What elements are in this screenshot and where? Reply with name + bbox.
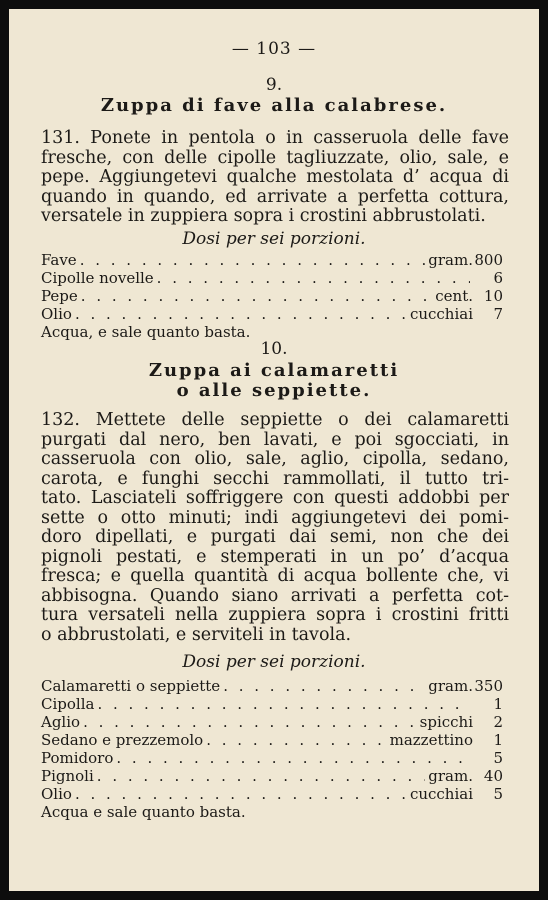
ingredient-row [41, 731, 503, 749]
paragraph-line: quando in quando, ed arrivate a perfetta cottura, [41, 186, 509, 207]
ingredient-quantity: 5 [493, 749, 503, 767]
paragraph-line: 132. Mettete delle seppiette o dei calamaretti [41, 410, 509, 430]
leader-dots [116, 749, 470, 767]
recipe-paragraph [41, 411, 509, 645]
paragraph-line: o abbrustolati, e serviteli in tavola. [41, 624, 352, 645]
closing-note: Acqua, e sale quanto basta. [41, 323, 251, 341]
paragraph-line: sette o otto minuti; indi aggiungetevi dei pomi- [41, 507, 509, 528]
ingredient-list [41, 251, 503, 341]
recipe-number: 9. [265, 75, 283, 95]
ingredient-row [41, 749, 503, 767]
ingredient-unit: cucchiai [409, 785, 473, 803]
ingredient-quantity: 10 [483, 287, 503, 305]
ingredient-quantity: 1 [493, 731, 503, 749]
ingredient-name: Pomidoro [41, 749, 114, 767]
ingredient-quantity: 800 [474, 251, 503, 269]
paragraph-line: pepe. Aggiungetevi qualche mestolata d’ acqua di [41, 167, 509, 187]
ingredient-name: Calamaretti o seppiette [41, 677, 221, 695]
ingredient-name: Cipolla [41, 695, 95, 713]
paragraph-line: doro dipellati, e purgati dai semi, non che dei [41, 527, 509, 547]
paragraph-line: tura versateli nella zuppiera sopra i crostini fritti [41, 605, 509, 625]
ingredient-unit: spicchi [419, 713, 473, 731]
recipe-paragraph [41, 129, 509, 227]
ingredient-unit: gram. [428, 251, 473, 269]
ingredient-row [41, 767, 503, 785]
paragraph-line: purgati dal nero, ben lavati, e poi sgocciati, in [41, 429, 509, 450]
ingredient-row [41, 269, 503, 287]
leader-dots [157, 269, 470, 287]
leader-dots [75, 305, 407, 323]
ingredient-row [41, 677, 503, 695]
paragraph-line: pignoli pestati, e stemperati in un po’ d’acqua [41, 546, 509, 567]
ingredient-quantity: 6 [493, 269, 503, 287]
ingredient-name: Olio [41, 785, 72, 803]
leader-dots [97, 767, 426, 785]
leader-dots [206, 731, 386, 749]
leader-dots [97, 695, 470, 713]
ingredient-unit: cucchiai [409, 305, 473, 323]
ingredient-row [41, 695, 503, 713]
page-number: — 103 — [231, 39, 317, 59]
recipe-number: 10. [260, 339, 288, 359]
ingredient-quantity: 40 [483, 767, 503, 785]
ingredient-row [41, 785, 503, 803]
recipe-title: Zuppa di fave alla calabrese. [100, 95, 448, 116]
recipe-title: Zuppa ai calamaretti [148, 360, 400, 381]
ingredient-closing [41, 803, 503, 821]
ingredient-quantity: 7 [493, 305, 503, 323]
closing-note: Acqua e sale quanto basta. [41, 803, 246, 821]
paragraph-line: carota, e funghi secchi rammollati, il tutto tri- [41, 468, 509, 489]
ingredient-unit: mazzettino [389, 731, 473, 749]
ingredient-unit: cent. [435, 287, 473, 305]
ingredient-quantity: 1 [493, 695, 503, 713]
ingredient-name: Fave [41, 251, 77, 269]
paragraph-line: 131. Ponete in pentola o in casseruola delle fave [41, 128, 509, 148]
leader-dots [81, 287, 432, 305]
ingredient-row [41, 713, 503, 731]
leader-dots [223, 677, 425, 695]
ingredient-quantity: 350 [474, 677, 503, 695]
ingredient-row [41, 305, 503, 323]
portions-heading: Dosi per sei porzioni. [182, 652, 366, 672]
ingredient-list [41, 677, 503, 821]
ingredient-name: Cipolle novelle [41, 269, 154, 287]
paragraph-line: abbisogna. Quando siano arrivati a perfetta cot- [41, 585, 509, 606]
paragraph-line: casseruola con olio, sale, aglio, cipolla, sedano, [41, 449, 509, 469]
ingredient-quantity: 5 [493, 785, 503, 803]
leader-dots [83, 713, 417, 731]
ingredient-name: Pepe [41, 287, 78, 305]
paragraph-line: fresche, con delle cipolle tagliuzzate, olio, sale, e [41, 147, 509, 168]
paragraph-line: versatele in zuppiera sopra i crostini abbrustolati. [41, 206, 486, 226]
ingredient-unit: gram. [428, 677, 473, 695]
ingredient-unit: gram. [428, 767, 473, 785]
ingredient-name: Aglio [41, 713, 81, 731]
book-page [9, 9, 539, 891]
leader-dots [80, 251, 426, 269]
ingredient-row [41, 251, 503, 269]
paragraph-line: tato. Lasciateli soffriggere con questi addobbi per [41, 488, 509, 508]
ingredient-quantity: 2 [493, 713, 503, 731]
portions-heading: Dosi per sei porzioni. [182, 229, 366, 249]
ingredient-name: Pignoli [41, 767, 94, 785]
ingredient-name: Sedano e prezzemolo [41, 731, 204, 749]
leader-dots [75, 785, 407, 803]
paragraph-line: fresca; e quella quantità di acqua bollente che, vi [41, 566, 509, 586]
ingredient-name: Olio [41, 305, 72, 323]
ingredient-row [41, 287, 503, 305]
recipe-title: o alle seppiette. [176, 380, 372, 401]
